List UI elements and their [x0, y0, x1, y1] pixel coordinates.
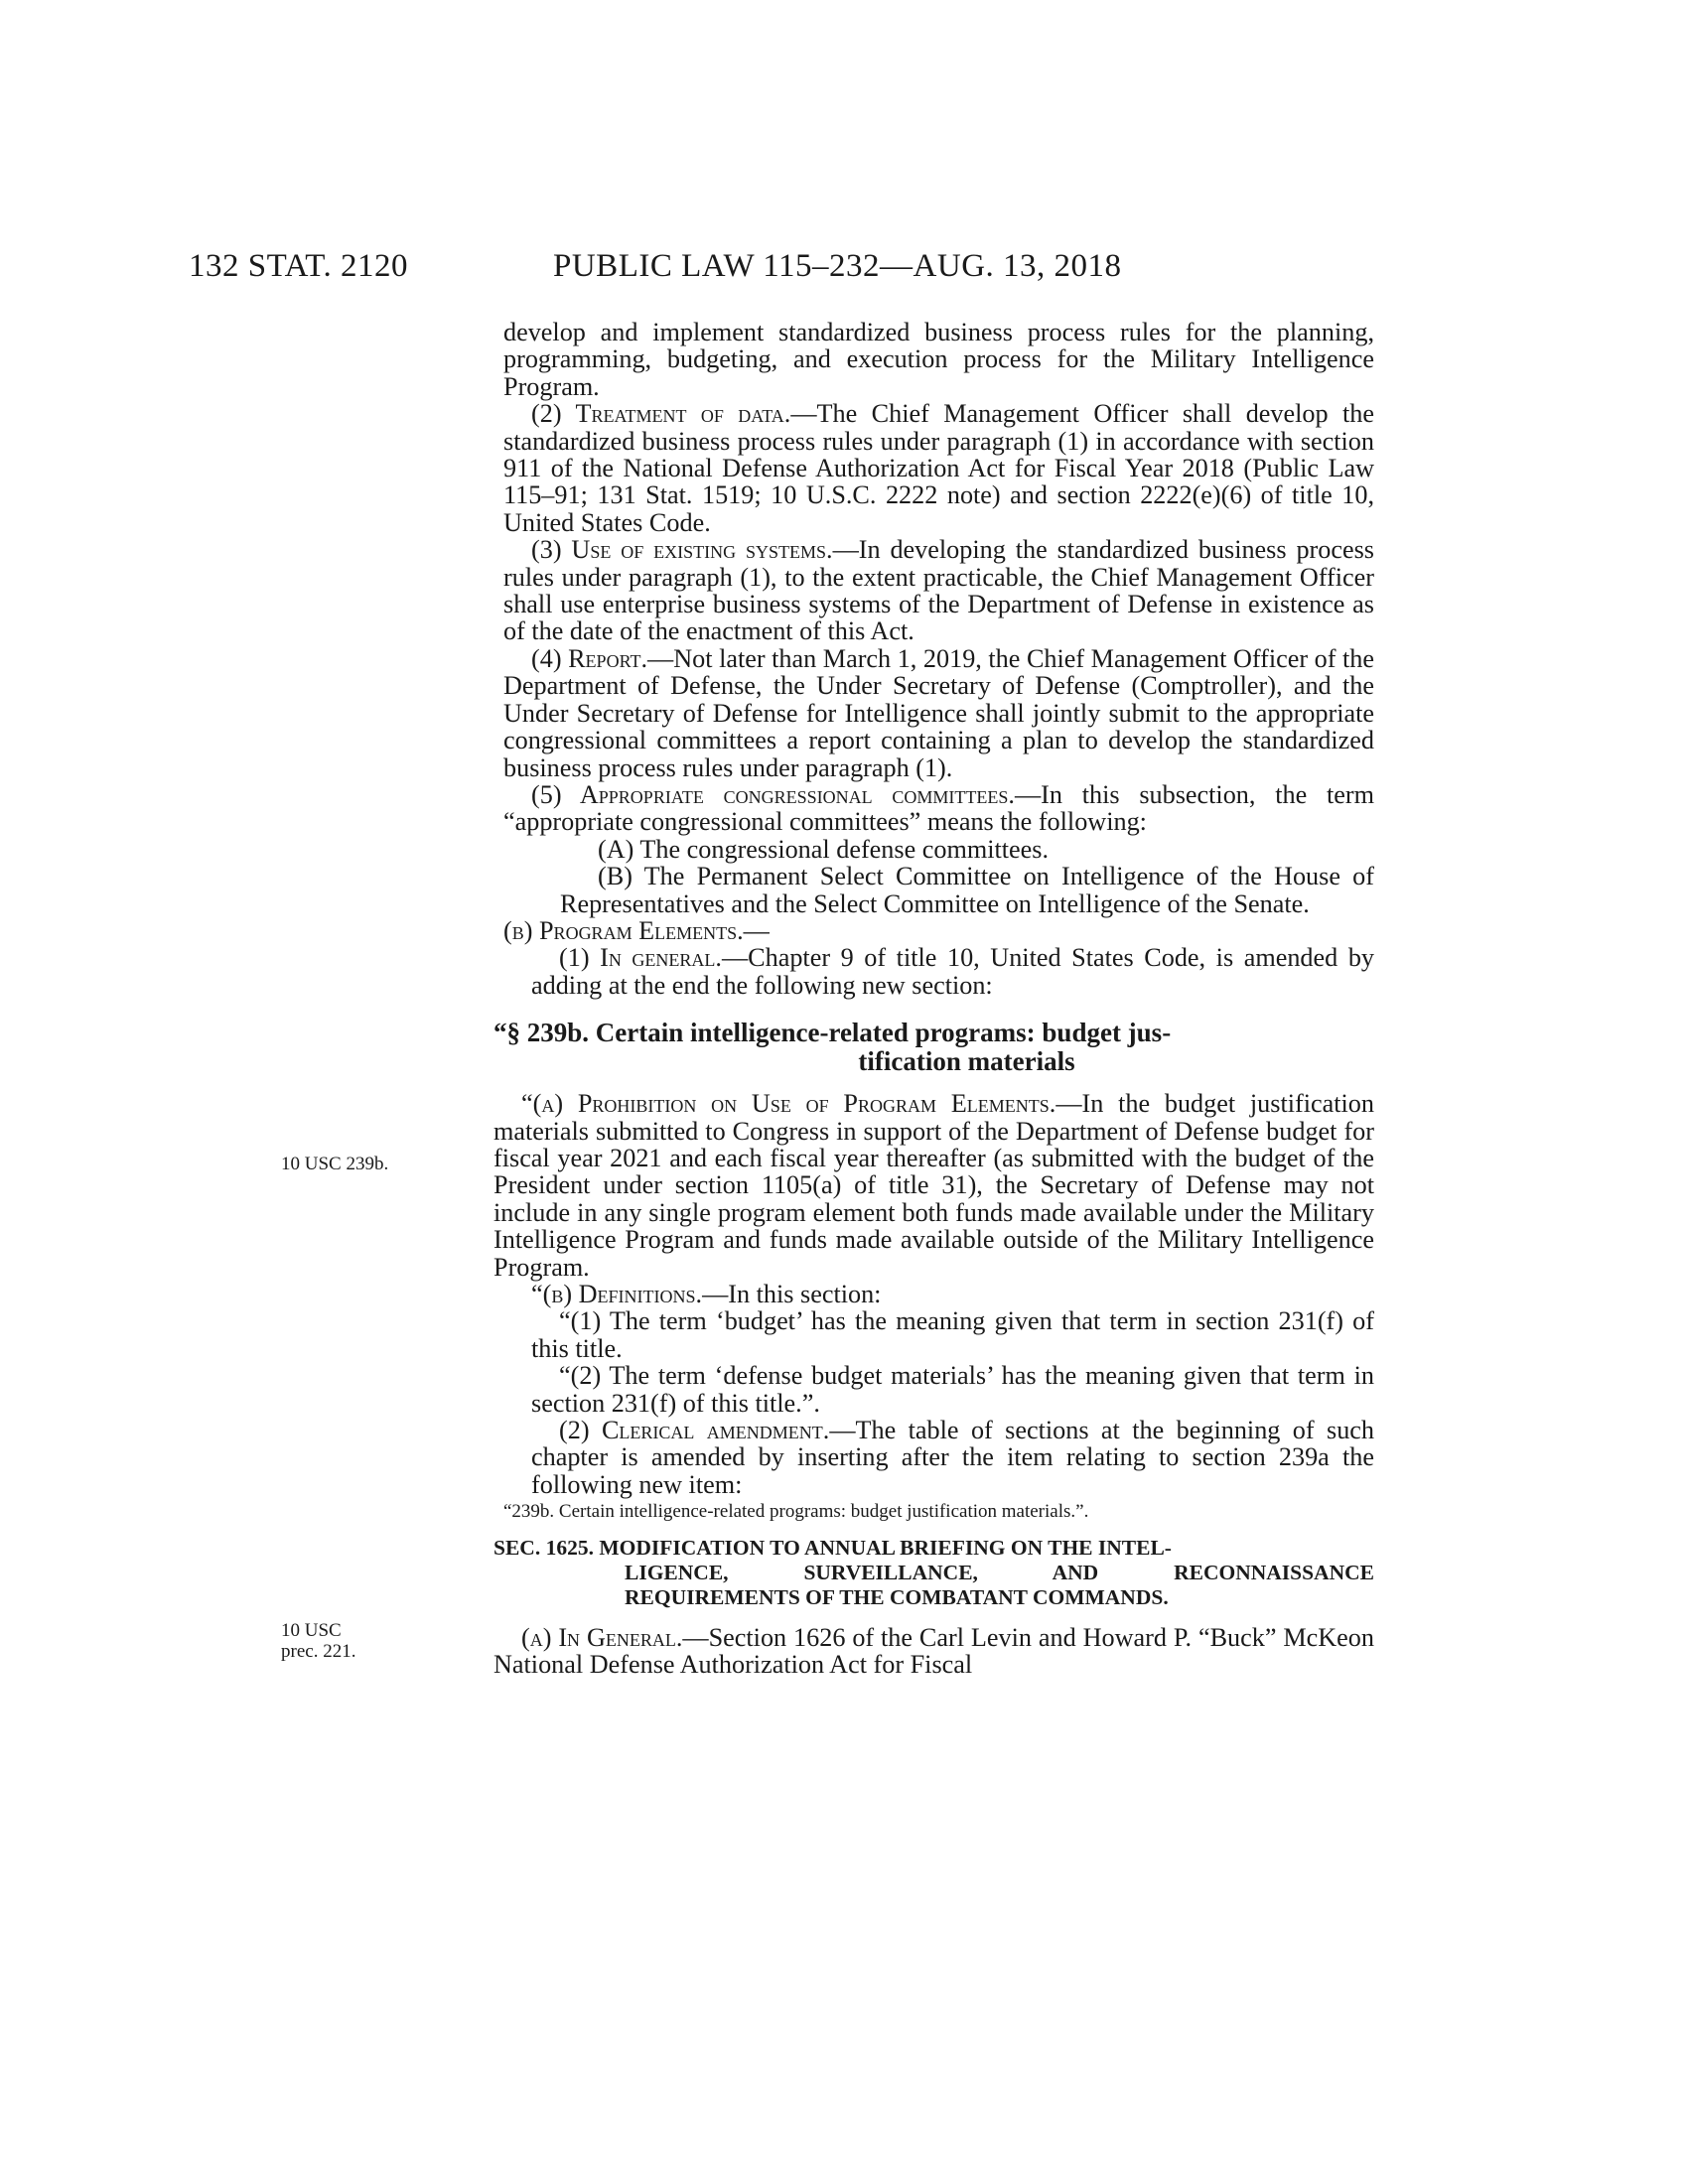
margin-note-line: prec. 221.: [281, 1641, 356, 1662]
section-heading-line: LIGENCE, SURVEILLANCE, AND RECONNAISSANCE: [625, 1560, 1374, 1584]
paragraph-report: [503, 645, 1374, 781]
subsection-program-elements: [503, 917, 1374, 944]
quoted-paragraph-1: “(1) The term ‘budget’ has the meaning given that term in section 231(f) of this title.: [531, 1306, 1374, 1363]
section-239b-heading: [493, 1018, 1374, 1077]
paragraph-heading: “(a) Prohibition on Use of Program Elements.: [521, 1089, 1056, 1119]
running-title: PUBLIC LAW 115–232—AUG. 13, 2018: [553, 248, 1122, 284]
subparagraph-b: (B) The Permanent Select Committee on Intelligence of the House of Representatives and the Select Committee on Intelligence of the Senate.: [560, 862, 1374, 918]
paragraph-heading: (2) Clerical amendment.: [559, 1416, 830, 1445]
paragraph-text: —: [743, 915, 770, 945]
paragraph-heading: (3) Use of existing systems.: [531, 535, 833, 565]
paragraph-use-of-existing-systems: [503, 536, 1374, 645]
table-of-sections-item: “239b. Certain intelligence-related programs: budget justification materials.”.: [503, 1501, 1089, 1523]
paragraph-continuation: develop and implement standardized business process rules for the planning, programming, budgeting, and execution process for the Military Intelligence Program.: [503, 318, 1374, 401]
paragraph-in-general: [503, 944, 1374, 999]
paragraph-text: —In developing the standardized business process rules under paragraph (1), to the extent practicable, the Chief Management Officer shall use enterprise business systems of the Department of Defense in existence as of the date of the enactment of this Act.: [503, 535, 1374, 646]
paragraph-heading: (1) In general.: [559, 943, 722, 973]
document-body: [493, 318, 1375, 1680]
paragraph-text: —In this section:: [702, 1280, 882, 1308]
paragraph-text: —In this subsection, the term “appropriate congressional committees” means the following:: [503, 779, 1374, 837]
paragraph-heading: “(b) Definitions.: [531, 1280, 703, 1308]
paragraph-text: —Section 1626 of the Carl Levin and Howard P. “Buck” McKeon National Defense Authorization Act for Fiscal: [493, 1622, 1374, 1680]
margin-note-usc-prec-221: [281, 1620, 355, 1662]
paragraph-heading: (2) Treatment of data.: [531, 399, 791, 429]
subparagraph-a: (A) The congressional defense committees.: [598, 834, 1050, 864]
margin-note-line: 10 USC: [281, 1620, 342, 1641]
paragraph-heading: (5) Appropriate congressional committees.: [531, 779, 1015, 809]
paragraph-appropriate-committees: [503, 781, 1374, 836]
paragraph-treatment-of-data: [503, 400, 1374, 536]
section-heading-main: “§ 239b. Certain intelligence-related programs: budget jus-: [493, 1018, 1172, 1048]
section-heading-line: SEC. 1625. MODIFICATION TO ANNUAL BRIEFING ON THE INTEL-: [493, 1535, 1172, 1560]
section-heading-line: REQUIREMENTS OF THE COMBATANT COMMANDS.: [625, 1584, 1169, 1609]
paragraph-text: —In the budget justification materials submitted to Congress in support of the Department of Defense budget for fiscal year 2021 and each fiscal year thereafter (as submitted with the budget of the President under section 1105(a) of title 31), the Secretary of Defense may not include in any single program element both funds made available under the Military Intelligence Program and funds made available outside of the Military Intelligence Program.: [493, 1089, 1374, 1282]
paragraph-text: —The table of sections at the beginning of such chapter is amended by inserting after the item relating to section 239a the following new item:: [531, 1416, 1375, 1499]
paragraph-heading: (4) Report.: [531, 643, 648, 673]
paragraph-text: —Chapter 9 of title 10, United States Code, is amended by adding at the end the following new section:: [531, 943, 1375, 1000]
paragraph-heading: (b) Program Elements.: [503, 915, 744, 945]
paragraph-heading: (a) In General.: [521, 1622, 683, 1652]
paragraph-clerical-amendment: [503, 1417, 1374, 1498]
paragraph-text: —Not later than March 1, 2019, the Chief Management Officer of the Department of Defense, the Under Secretary of Defense (Comptroller), and the Under Secretary of Defense for Intelligence shall jointly submit to the appropriate congressional committees a report containing a plan to develop the standardized business process rules under paragraph (1).: [503, 643, 1374, 782]
quoted-paragraph-2: “(2) The term ‘defense budget materials’ has the meaning given that term in section 231(f) of this title.”.: [531, 1361, 1374, 1418]
quoted-subsection-a: [493, 1090, 1374, 1281]
margin-note-usc-239b: 10 USC 239b.: [281, 1154, 389, 1174]
statute-page-reference: 132 STAT. 2120: [189, 248, 409, 284]
page-header: [0, 248, 1688, 288]
subsection-a-in-general: [493, 1624, 1374, 1679]
section-1625-heading: [493, 1536, 1374, 1610]
section-heading-tail: tification materials: [858, 1046, 1075, 1077]
paragraph-text: —The Chief Management Officer shall develop the standardized business process rules under paragraph (1) in accordance with section 911 of the National Defense Authorization Act for Fiscal Year 2018 (Public Law 115–91; 131 Stat. 1519; 10 U.S.C. 2222 note) and section 2222(e)(6) of title 10, United States Code.: [503, 399, 1374, 537]
quoted-subsection-b: [503, 1281, 1374, 1307]
